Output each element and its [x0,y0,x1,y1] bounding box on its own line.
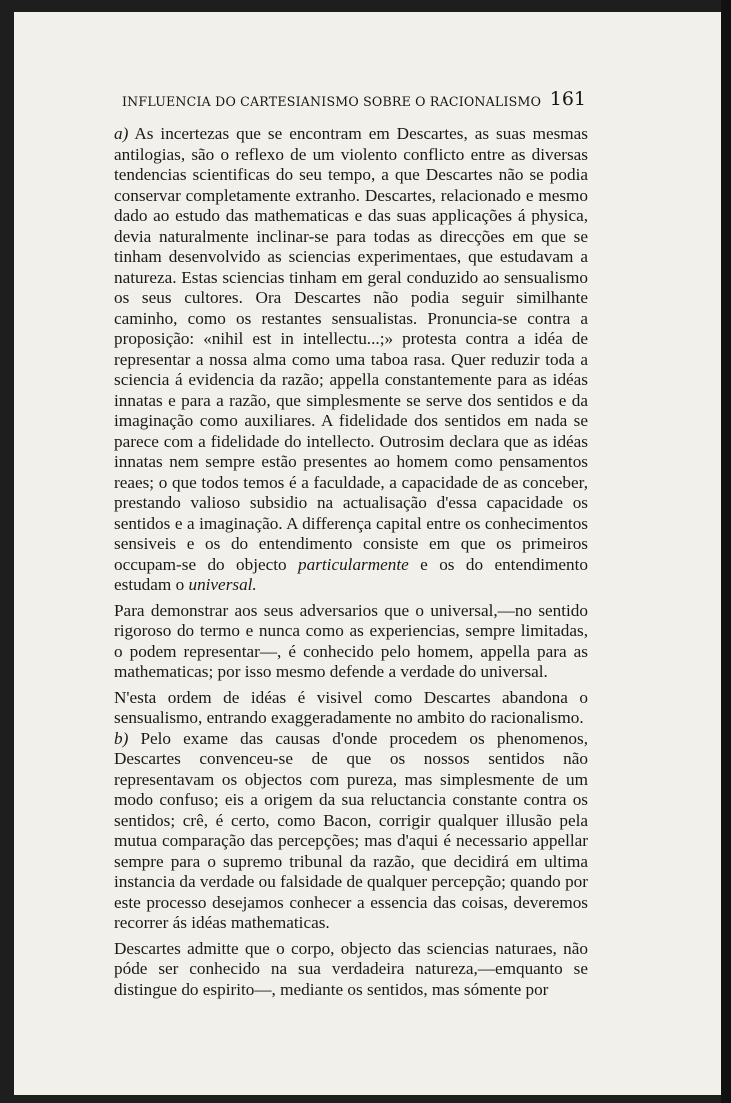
page-number: 161 [549,88,586,110]
paragraph-b-text: Pelo exame das causas d'onde procedem os phenomenos, Descartes convenceu-se de que os nossos sentidos não representavam os objectos com pureza, mas simplesmente de um modo confuso; eis a origem da sua reluctancia constante contra os sentidos; crê, é certo, como Bacon, corrigir qualquer illusão pela mutua comparação das percepções; mas d'aqui é necessario appellar sempre para o supremo tribunal da razão, que decidirá em ultima instancia da verdade ou falsidade de qualquer percepção; quando por este processo desejamos conhecer a essencia das coisas, deveremos recorrer ás idéas mathematicas. [114,728,588,932]
paragraph-a-text-cont: e os do entendimento estudam o [114,554,588,594]
paragraph-marker-b: b) [114,728,129,748]
paragraph-a-text: As incertezas que se encontram em Descartes, as suas mesmas antilogias, são o reflexo de um violento conflicto entre as diversas tendencias scientificas do seu tempo, a que Descartes não se podia conservar completamente extranho. Descartes, relacionado e mesmo dado ao estudo das mathematicas e das suas applicações á physica, devia naturalmente inclinar-se para todas as direcções em que se tinham desenvolvido as sciencias experimentaes, que estudavam a natureza. Estas sciencias tinham em geral conduzido ao sensualismo os seus cultores. Ora Descartes não podia seguir similhante caminho, como os restantes sensualistas. Pronuncia-se contra a proposição: «nihil est in intellectu...;» protesta contra a idéa de representar a nossa alma como uma taboa rasa. Quer reduzir toda a sciencia á evidencia da razão; appella constantemente para as idéas innatas e para a razão, que simplesmente se serve dos sentidos e da imaginação como auxiliares. A fidelidade dos sentidos em nada se parece com a fidelidade do intellecto. Outrosim declara que as idéas innatas nem sempre estão presentes ao homem como pensamentos reaes; o que todos temos é a faculdade, a capacidade de as conceber, prestando valioso subsidio na actualisação d'essa capacidade os sentidos e a imaginação. A differença capital entre os conhecimentos sensiveis e os do entendimento consiste em que os primeiros occupam-se do objecto [114,124,588,574]
paragraph-b [114,729,588,934]
paragraph-corpo: Descartes admitte que o corpo, objecto das sciencias naturaes, não póde ser conhecido na sua verdadeira natureza,—emquanto se distingue do espirito—, mediante os sentidos, mas sómente por [114,938,588,999]
paragraph-a [114,124,588,596]
paragraph-marker-a: a) [114,124,129,143]
paragraph-universal: Para demonstrar aos seus adversarios que o universal,—no sentido rigoroso do termo e nunca como as experiencias, sempre limitadas, o podem representar—, é conhecido pelo homem, appella para as mathematicas; por isso mesmo defende a verdade do universal. [114,600,588,681]
paragraph-sensualismo: N'esta ordem de idéas é visivel como Descartes abandona o sensualismo, entrando exaggeradamente no ambito do racionalismo. [114,687,588,727]
emphasis-particularmente: particularmente [298,554,409,574]
running-header [122,88,594,118]
emphasis-universal: universal. [188,575,257,594]
running-title: INFLUENCIA DO CARTESIANISMO SOBRE O RACIONALISMO [122,94,542,109]
scan-border [721,0,731,1103]
body-text [114,124,588,999]
